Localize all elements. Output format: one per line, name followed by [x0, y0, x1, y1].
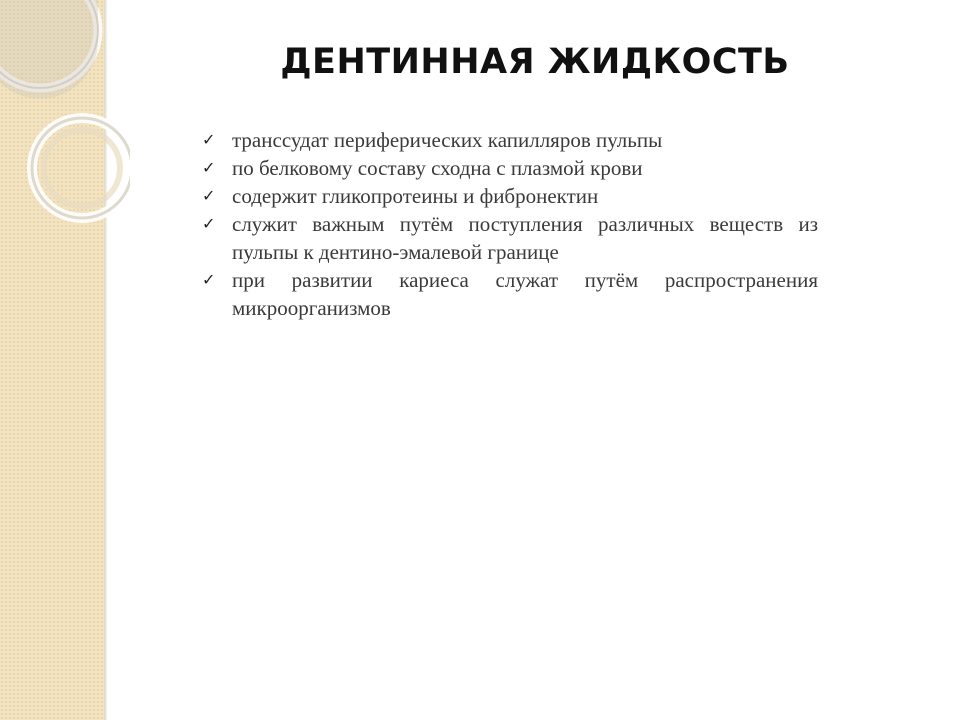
- check-icon: ✓: [202, 186, 216, 205]
- list-item-text: по белковому составу сходна с плазмой крови: [232, 156, 643, 180]
- list-item: [202, 210, 818, 266]
- check-icon: ✓: [202, 158, 216, 177]
- list-item-text: транссудат периферических капилляров пульпы: [232, 128, 663, 152]
- list-item-text: содержит гликопротеины и фибронектин: [232, 184, 599, 208]
- list-item: [202, 182, 818, 210]
- list-item: [202, 154, 818, 182]
- bullet-list: [202, 126, 818, 322]
- check-icon: ✓: [202, 214, 216, 233]
- list-item: [202, 266, 818, 322]
- decorative-rings: [0, 0, 130, 260]
- list-item-text: при развитии кариеса служат путём распространения микроорганизмов: [232, 268, 818, 320]
- ring-middle-inner: [44, 130, 120, 206]
- check-icon: ✓: [202, 130, 216, 149]
- ring-top-fill: [0, 0, 98, 99]
- slide-title: ДЕНТИННАЯ ЖИДКОСТЬ: [280, 42, 790, 82]
- check-icon: ✓: [202, 270, 216, 289]
- list-item: [202, 126, 818, 154]
- list-item-text: служит важным путём поступления различных веществ из пульпы к дентино-эмалевой границе: [232, 212, 818, 264]
